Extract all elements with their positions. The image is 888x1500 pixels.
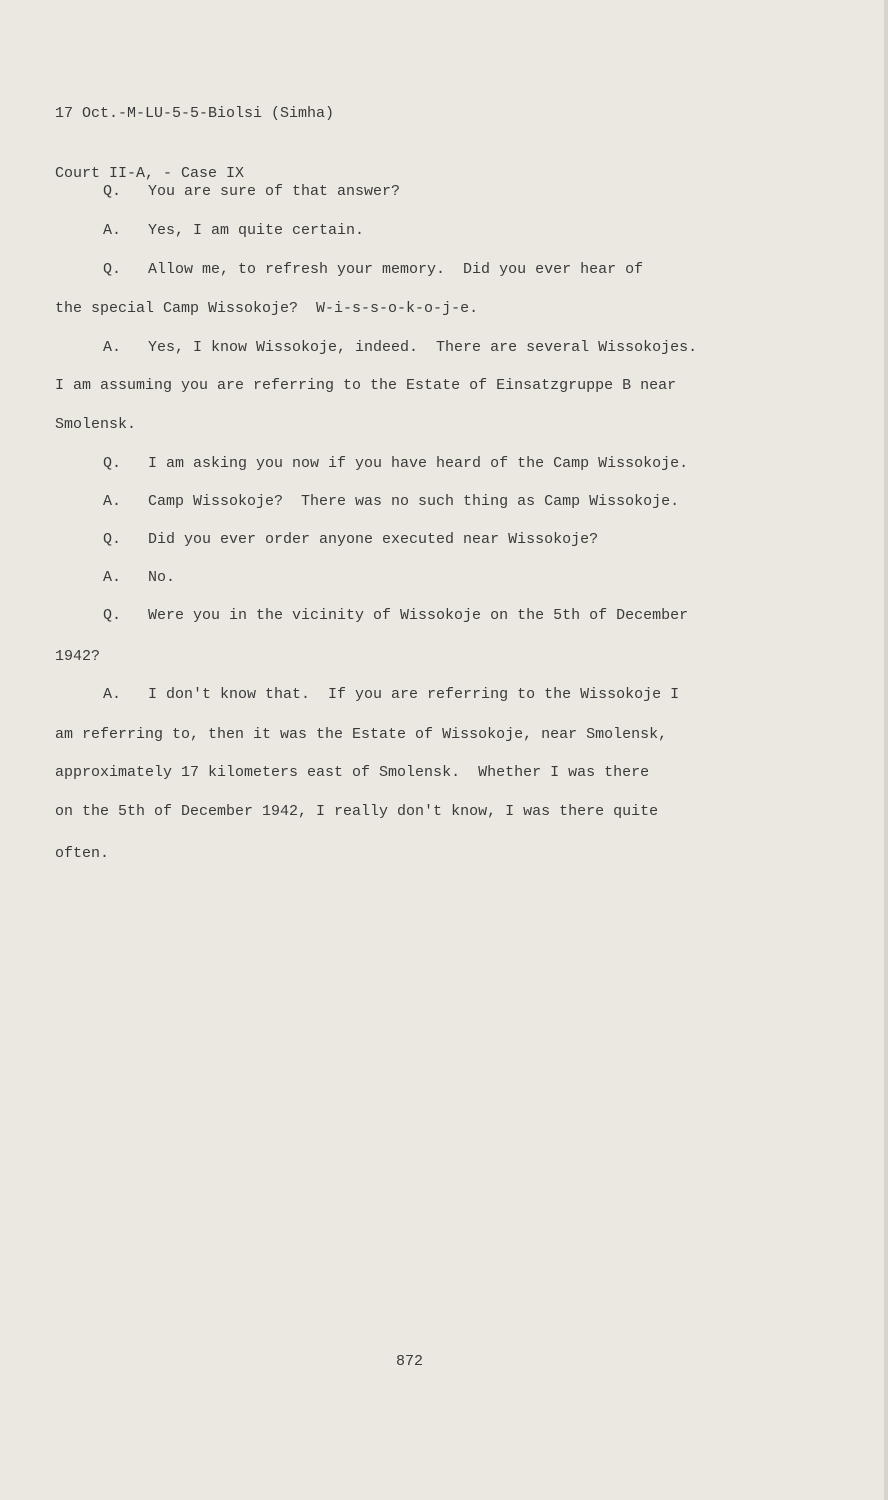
transcript-line: Q. Allow me, to refresh your memory. Did you ever hear of bbox=[103, 261, 644, 278]
transcript-line: 1942? bbox=[55, 648, 101, 665]
transcript-line: Q. I am asking you now if you have heard of the Camp Wissokoje. bbox=[103, 455, 689, 472]
transcript-line: the special Camp Wissokoje? W-i-s-s-o-k-o-j-e. bbox=[55, 300, 479, 317]
transcript-line: Q. You are sure of that answer? bbox=[103, 183, 401, 200]
transcript-line: am referring to, then it was the Estate of Wissokoje, near Smolensk, bbox=[55, 726, 668, 743]
transcript-line: Q. Were you in the vicinity of Wissokoje on the 5th of December bbox=[103, 607, 689, 624]
transcript-line: often. bbox=[55, 845, 110, 862]
transcript-line: A. No. bbox=[103, 569, 176, 586]
transcript-line: I am assuming you are referring to the Estate of Einsatzgruppe B near bbox=[55, 377, 677, 394]
page-number: 872 bbox=[396, 1353, 424, 1370]
header-line-1: 17 Oct.-M-LU-5-5-Biolsi (Simha) bbox=[55, 105, 335, 122]
header-line-2: Court II-A, - Case IX bbox=[55, 165, 245, 182]
transcript-line: Smolensk. bbox=[55, 416, 137, 433]
transcript-line: A. Yes, I know Wissokoje, indeed. There are several Wissokojes. bbox=[103, 339, 698, 356]
transcript-line: A. I don't know that. If you are referring to the Wissokoje I bbox=[103, 686, 680, 703]
transcript-line: A. Yes, I am quite certain. bbox=[103, 222, 365, 239]
transcript-line: on the 5th of December 1942, I really don't know, I was there quite bbox=[55, 803, 659, 820]
transcript-line: Q. Did you ever order anyone executed near Wissokoje? bbox=[103, 531, 599, 548]
transcript-line: A. Camp Wissokoje? There was no such thing as Camp Wissokoje. bbox=[103, 493, 680, 510]
transcript-line: approximately 17 kilometers east of Smolensk. Whether I was there bbox=[55, 764, 650, 781]
